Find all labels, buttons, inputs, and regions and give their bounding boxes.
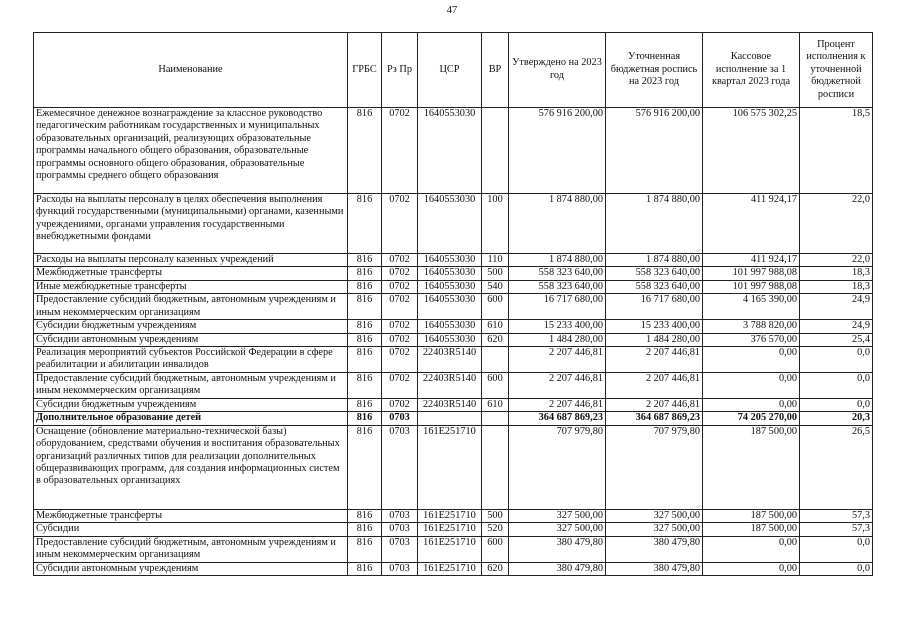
cell-csr: 1640553030 (418, 333, 482, 346)
cell-name: Предоставление субсидий бюджетным, автономным учреждениям и иным некоммерческим организациям (34, 536, 348, 562)
table-row (34, 399, 873, 412)
header-approved: Утверждено на 2023 год (509, 33, 606, 108)
cell-csr: 1640553030 (418, 108, 482, 194)
cell-approved: 327 500,00 (509, 509, 606, 522)
cell-percent: 18,3 (800, 267, 873, 280)
table-row (34, 294, 873, 320)
cell-vr: 540 (482, 280, 509, 293)
cell-approved: 1 874 880,00 (509, 254, 606, 267)
cell-percent: 22,0 (800, 254, 873, 267)
cell-grbs: 816 (348, 320, 382, 333)
cell-name: Субсидии автономным учреждениям (34, 333, 348, 346)
cell-refined: 380 479,80 (606, 536, 703, 562)
cell-refined: 1 874 880,00 (606, 254, 703, 267)
cell-grbs: 816 (348, 425, 382, 509)
cell-grbs: 816 (348, 536, 382, 562)
header-name: Наименование (34, 33, 348, 108)
cell-name: Дополнительное образование детей (34, 412, 348, 425)
cell-percent: 57,3 (800, 523, 873, 536)
cell-refined: 364 687 869,23 (606, 412, 703, 425)
cell-csr: 1640553030 (418, 267, 482, 280)
cell-vr (482, 425, 509, 509)
cell-vr: 610 (482, 399, 509, 412)
cell-percent: 57,3 (800, 509, 873, 522)
cell-refined: 327 500,00 (606, 509, 703, 522)
cell-approved: 576 916 200,00 (509, 108, 606, 194)
cell-refined: 2 207 446,81 (606, 399, 703, 412)
cell-percent: 0,0 (800, 562, 873, 575)
header-grbs: ГРБС (348, 33, 382, 108)
cell-percent: 18,3 (800, 280, 873, 293)
header-csr: ЦСР (418, 33, 482, 108)
cell-vr: 610 (482, 320, 509, 333)
cell-percent: 20,3 (800, 412, 873, 425)
table-body (34, 108, 873, 576)
cell-name: Реализация мероприятий субъектов Российской Федерации в сфере реабилитации и абилитации инвалидов (34, 347, 348, 373)
cell-rzpr: 0702 (382, 320, 418, 333)
cell-approved: 327 500,00 (509, 523, 606, 536)
cell-refined: 2 207 446,81 (606, 373, 703, 399)
table-row (34, 412, 873, 425)
header-rzpr: Рз Пр (382, 33, 418, 108)
cell-rzpr: 0703 (382, 536, 418, 562)
header-percent: Процент исполнения к уточненной бюджетной росписи (800, 33, 873, 108)
cell-approved: 558 323 640,00 (509, 267, 606, 280)
table-row (34, 194, 873, 254)
table-row (34, 373, 873, 399)
cell-name: Межбюджетные трансферты (34, 509, 348, 522)
cell-rzpr: 0703 (382, 425, 418, 509)
header-cash: Кассовое исполнение за 1 квартал 2023 года (703, 33, 800, 108)
page-number: 47 (446, 5, 458, 16)
cell-refined: 15 233 400,00 (606, 320, 703, 333)
cell-cash: 376 570,00 (703, 333, 800, 346)
cell-name: Межбюджетные трансферты (34, 267, 348, 280)
cell-refined: 707 979,80 (606, 425, 703, 509)
cell-rzpr: 0702 (382, 333, 418, 346)
cell-vr: 110 (482, 254, 509, 267)
cell-cash: 0,00 (703, 536, 800, 562)
cell-grbs: 816 (348, 294, 382, 320)
table-row (34, 333, 873, 346)
cell-csr: 161E251710 (418, 562, 482, 575)
cell-rzpr: 0702 (382, 294, 418, 320)
cell-csr: 22403R5140 (418, 399, 482, 412)
table-row (34, 254, 873, 267)
cell-vr: 100 (482, 194, 509, 254)
table-row (34, 280, 873, 293)
cell-name: Предоставление субсидий бюджетным, автономным учреждениям и иным некоммерческим организациям (34, 294, 348, 320)
cell-csr: 1640553030 (418, 254, 482, 267)
cell-rzpr: 0702 (382, 280, 418, 293)
table-row (34, 108, 873, 194)
table-row (34, 523, 873, 536)
cell-vr: 520 (482, 523, 509, 536)
cell-vr: 600 (482, 294, 509, 320)
cell-percent: 0,0 (800, 399, 873, 412)
cell-approved: 2 207 446,81 (509, 373, 606, 399)
cell-name: Субсидии автономным учреждениям (34, 562, 348, 575)
cell-refined: 380 479,80 (606, 562, 703, 575)
cell-name: Субсидии бюджетным учреждениям (34, 320, 348, 333)
cell-rzpr: 0702 (382, 399, 418, 412)
cell-approved: 15 233 400,00 (509, 320, 606, 333)
cell-csr: 1640553030 (418, 320, 482, 333)
cell-cash: 0,00 (703, 373, 800, 399)
cell-refined: 1 484 280,00 (606, 333, 703, 346)
table-row (34, 320, 873, 333)
cell-cash: 187 500,00 (703, 509, 800, 522)
cell-percent: 26,5 (800, 425, 873, 509)
cell-grbs: 816 (348, 399, 382, 412)
cell-cash: 3 788 820,00 (703, 320, 800, 333)
cell-approved: 707 979,80 (509, 425, 606, 509)
cell-cash: 0,00 (703, 347, 800, 373)
table-row (34, 562, 873, 575)
cell-csr: 1640553030 (418, 194, 482, 254)
cell-percent: 22,0 (800, 194, 873, 254)
cell-approved: 1 484 280,00 (509, 333, 606, 346)
cell-grbs: 816 (348, 373, 382, 399)
cell-approved: 380 479,80 (509, 562, 606, 575)
cell-rzpr: 0703 (382, 412, 418, 425)
cell-name: Субсидии (34, 523, 348, 536)
cell-rzpr: 0703 (382, 509, 418, 522)
cell-approved: 558 323 640,00 (509, 280, 606, 293)
cell-vr: 620 (482, 333, 509, 346)
cell-refined: 1 874 880,00 (606, 194, 703, 254)
cell-rzpr: 0703 (382, 523, 418, 536)
cell-vr (482, 412, 509, 425)
cell-cash: 74 205 270,00 (703, 412, 800, 425)
cell-grbs: 816 (348, 194, 382, 254)
cell-name: Ежемесячное денежное вознаграждение за классное руководство педагогическим работникам государственных и муниципальных образовательных организаций, реализующих образовательные программы начального общего образования, образовательные программы основного общего образования, образовательные программы среднего общего образования (34, 108, 348, 194)
cell-vr: 500 (482, 267, 509, 280)
cell-grbs: 816 (348, 562, 382, 575)
table-row (34, 267, 873, 280)
cell-vr (482, 347, 509, 373)
cell-approved: 16 717 680,00 (509, 294, 606, 320)
table-row (34, 347, 873, 373)
table-row (34, 509, 873, 522)
header-vr: ВР (482, 33, 509, 108)
cell-vr: 600 (482, 536, 509, 562)
cell-percent: 0,0 (800, 536, 873, 562)
cell-grbs: 816 (348, 347, 382, 373)
cell-refined: 558 323 640,00 (606, 267, 703, 280)
cell-percent: 24,9 (800, 294, 873, 320)
cell-grbs: 816 (348, 280, 382, 293)
cell-vr: 600 (482, 373, 509, 399)
cell-rzpr: 0703 (382, 562, 418, 575)
table-row (34, 536, 873, 562)
cell-grbs: 816 (348, 523, 382, 536)
cell-approved: 2 207 446,81 (509, 399, 606, 412)
cell-percent: 24,9 (800, 320, 873, 333)
cell-approved: 2 207 446,81 (509, 347, 606, 373)
cell-cash: 187 500,00 (703, 425, 800, 509)
cell-grbs: 816 (348, 412, 382, 425)
cell-approved: 364 687 869,23 (509, 412, 606, 425)
cell-grbs: 816 (348, 254, 382, 267)
cell-csr (418, 412, 482, 425)
cell-grbs: 816 (348, 108, 382, 194)
cell-cash: 187 500,00 (703, 523, 800, 536)
cell-refined: 576 916 200,00 (606, 108, 703, 194)
cell-rzpr: 0702 (382, 267, 418, 280)
cell-percent: 0,0 (800, 347, 873, 373)
cell-csr: 1640553030 (418, 280, 482, 293)
cell-cash: 106 575 302,25 (703, 108, 800, 194)
cell-cash: 0,00 (703, 399, 800, 412)
cell-rzpr: 0702 (382, 373, 418, 399)
cell-name: Субсидии бюджетным учреждениям (34, 399, 348, 412)
cell-percent: 0,0 (800, 373, 873, 399)
cell-csr: 161E251710 (418, 523, 482, 536)
table-header-row (34, 33, 873, 108)
cell-cash: 101 997 988,08 (703, 280, 800, 293)
cell-vr: 620 (482, 562, 509, 575)
budget-table (33, 32, 873, 576)
cell-grbs: 816 (348, 509, 382, 522)
cell-cash: 4 165 390,00 (703, 294, 800, 320)
cell-rzpr: 0702 (382, 254, 418, 267)
cell-grbs: 816 (348, 333, 382, 346)
cell-rzpr: 0702 (382, 347, 418, 373)
cell-percent: 18,5 (800, 108, 873, 194)
cell-csr: 22403R5140 (418, 347, 482, 373)
cell-refined: 2 207 446,81 (606, 347, 703, 373)
cell-cash: 101 997 988,08 (703, 267, 800, 280)
cell-cash: 0,00 (703, 562, 800, 575)
cell-refined: 558 323 640,00 (606, 280, 703, 293)
cell-name: Предоставление субсидий бюджетным, автономным учреждениям и иным некоммерческим организациям (34, 373, 348, 399)
cell-cash: 411 924,17 (703, 254, 800, 267)
cell-name: Расходы на выплаты персоналу казенных учреждений (34, 254, 348, 267)
cell-approved: 1 874 880,00 (509, 194, 606, 254)
cell-vr (482, 108, 509, 194)
cell-csr: 22403R5140 (418, 373, 482, 399)
cell-name: Расходы на выплаты персоналу в целях обеспечения выполнения функций государственными (муниципальными) органами, казенными учреждениями, органами управления государственными внебюджетными фондами (34, 194, 348, 254)
cell-cash: 411 924,17 (703, 194, 800, 254)
cell-approved: 380 479,80 (509, 536, 606, 562)
cell-percent: 25,4 (800, 333, 873, 346)
cell-csr: 1640553030 (418, 294, 482, 320)
cell-csr: 161E251710 (418, 425, 482, 509)
cell-refined: 16 717 680,00 (606, 294, 703, 320)
cell-refined: 327 500,00 (606, 523, 703, 536)
table-row (34, 425, 873, 509)
cell-vr: 500 (482, 509, 509, 522)
cell-csr: 161E251710 (418, 536, 482, 562)
cell-csr: 161E251710 (418, 509, 482, 522)
cell-rzpr: 0702 (382, 194, 418, 254)
cell-name: Иные межбюджетные трансферты (34, 280, 348, 293)
header-refined: Уточненная бюджетная роспись на 2023 год (606, 33, 703, 108)
cell-name: Оснащение (обновление материально-технической базы) оборудованием, средствами обучения и воспитания образовательных организаций различных типов для реализации дополнительных общеразвивающих программ, для создания информационных систем в образовательных организациях (34, 425, 348, 509)
cell-rzpr: 0702 (382, 108, 418, 194)
cell-grbs: 816 (348, 267, 382, 280)
